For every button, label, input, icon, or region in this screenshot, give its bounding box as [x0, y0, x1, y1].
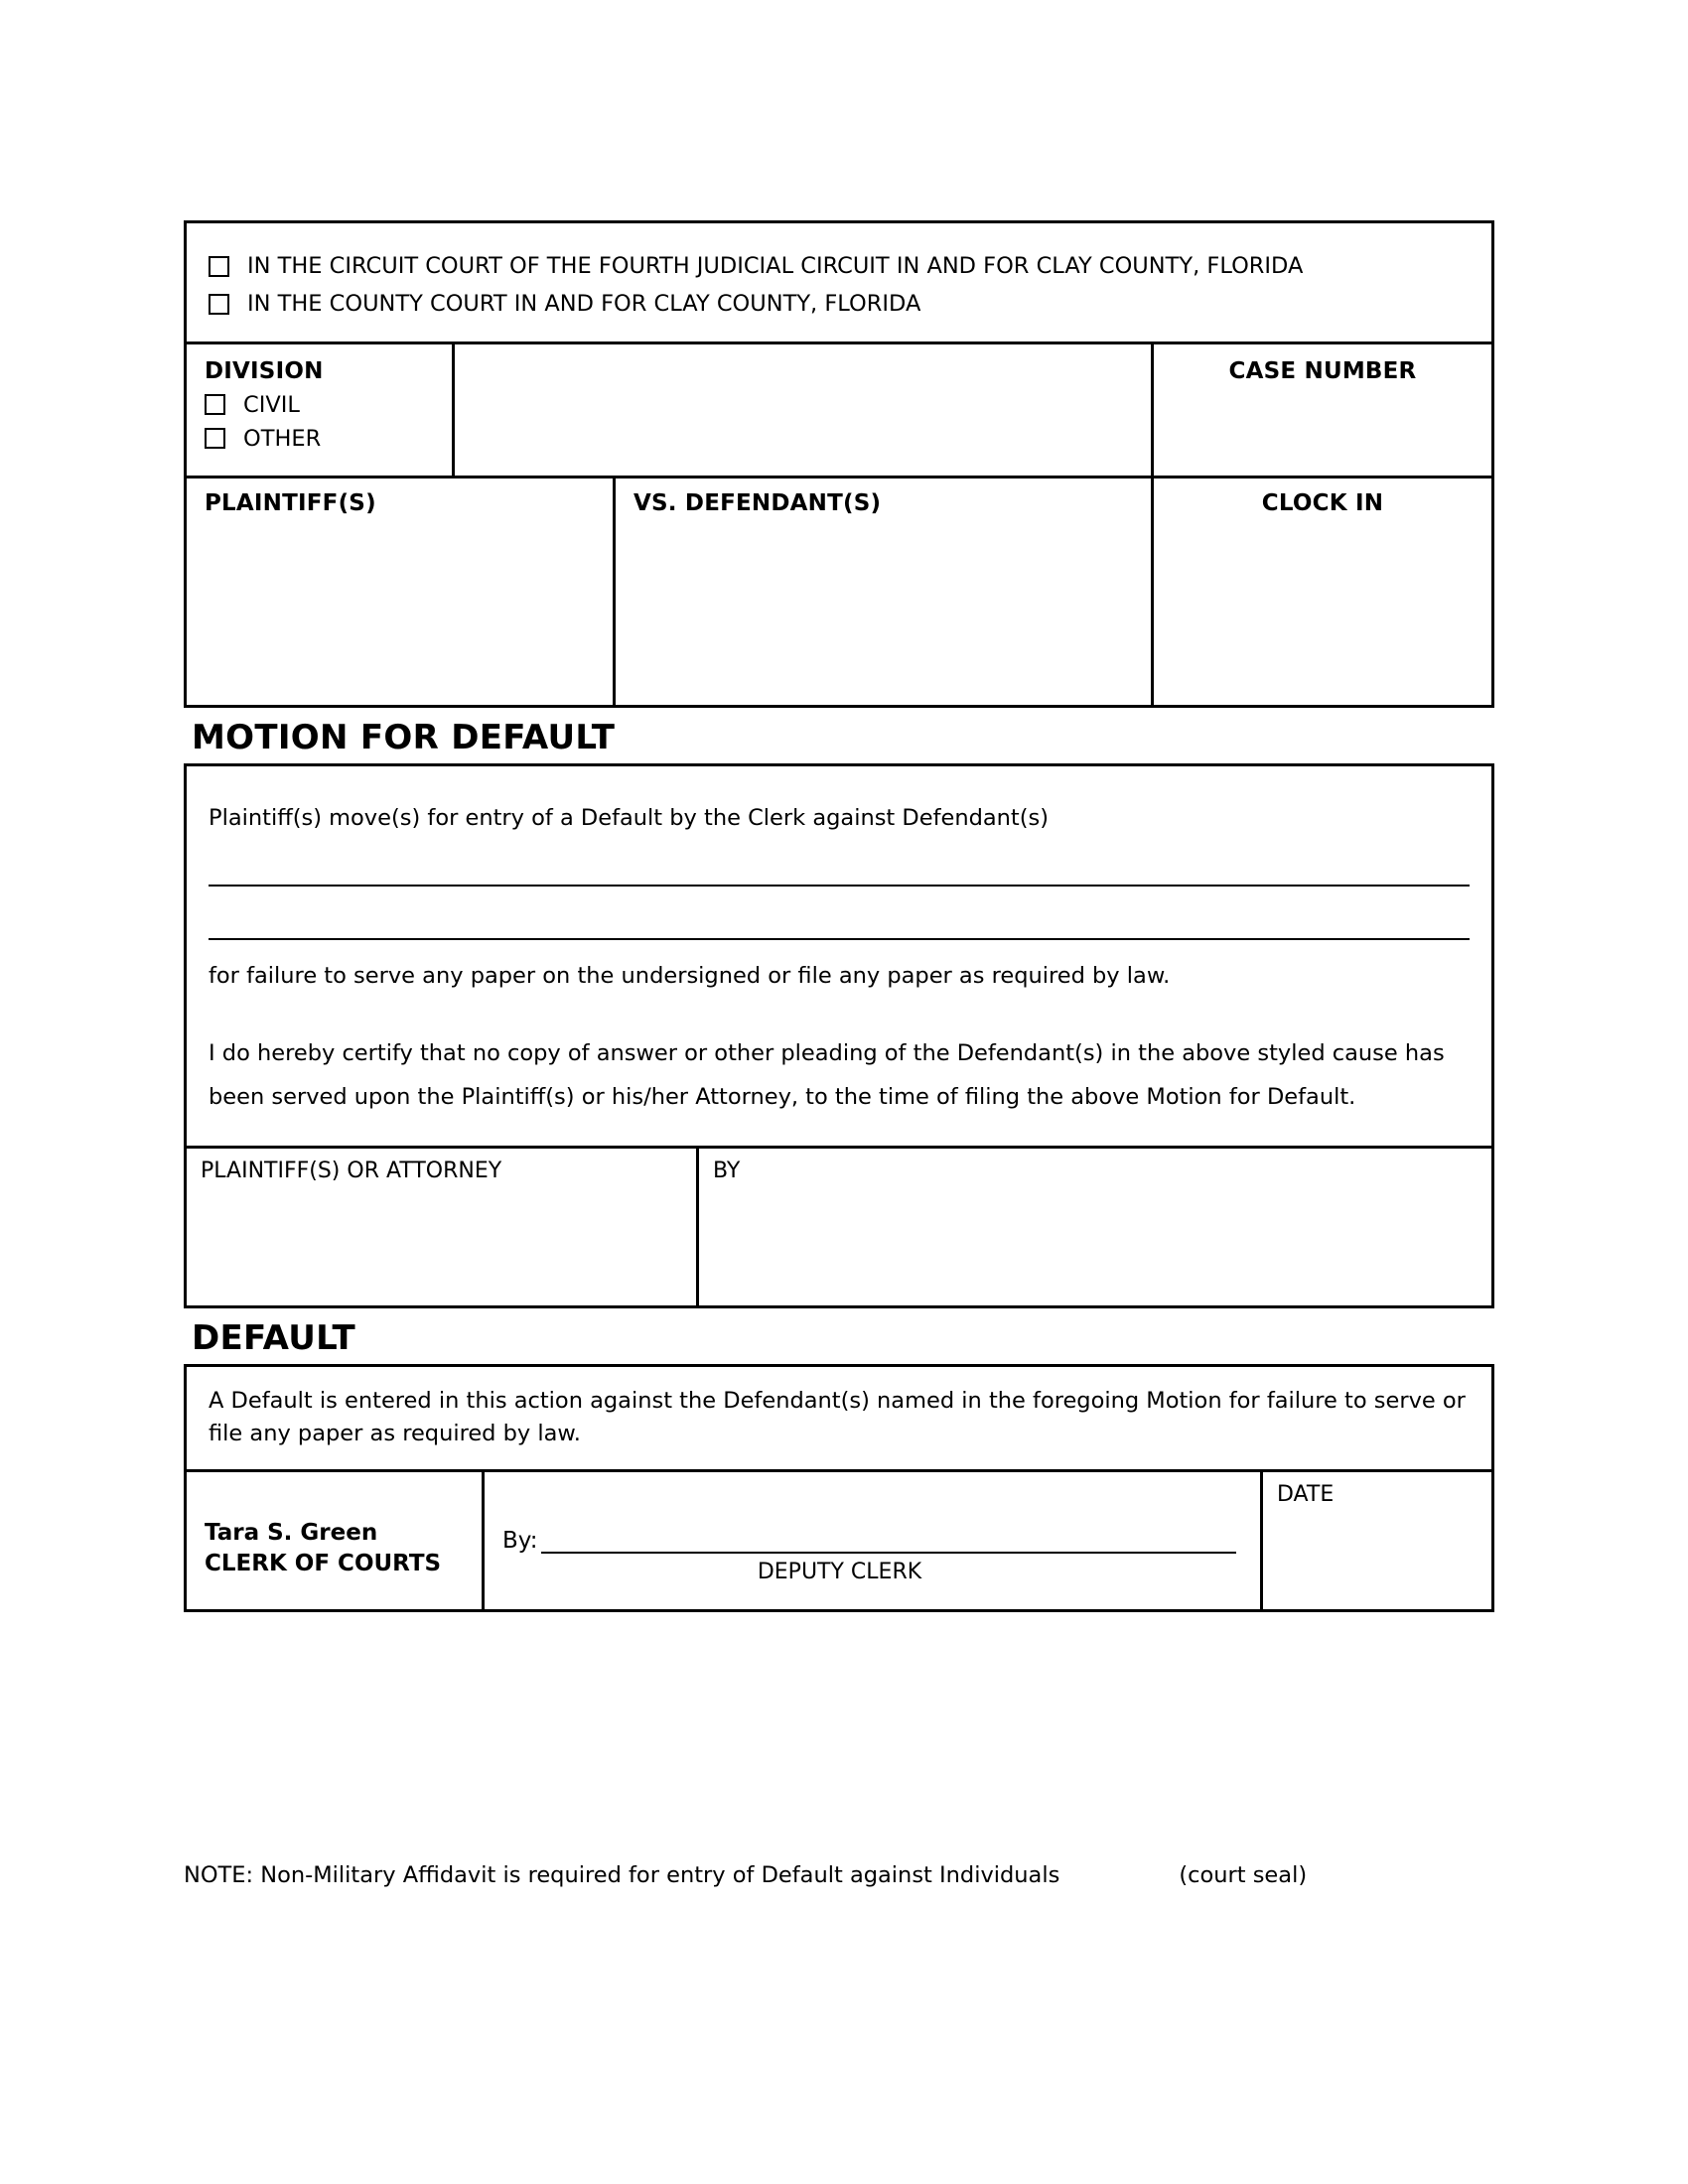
deputy-signature-rule[interactable]	[541, 1528, 1236, 1554]
court-option-county-label: IN THE COUNTY COURT IN AND FOR CLAY COUNTY, FLORIDA	[247, 291, 921, 318]
court-option-county[interactable]	[209, 289, 1470, 319]
division-option-civil[interactable]	[205, 392, 434, 418]
motion-body	[187, 766, 1491, 1149]
default-block	[184, 1364, 1494, 1612]
deputy-by-label: By:	[502, 1528, 538, 1555]
clerk-title: CLERK OF COURTS	[205, 1551, 442, 1577]
checkbox-icon[interactable]	[205, 428, 225, 449]
defendant-label: VS. DEFENDANT(S)	[633, 489, 882, 516]
clock-in-label: CLOCK IN	[1261, 489, 1384, 516]
motion-section-title: MOTION FOR DEFAULT	[192, 717, 616, 757]
deputy-by-line[interactable]	[502, 1528, 1236, 1554]
by-signature-cell[interactable]	[699, 1149, 1491, 1305]
court-option-circuit[interactable]	[209, 251, 1470, 281]
defendant-cell[interactable]	[616, 478, 1154, 705]
case-number-label: CASE NUMBER	[1228, 357, 1417, 384]
checkbox-icon[interactable]	[209, 294, 229, 315]
form-sheet	[184, 220, 1494, 1612]
division-blank-field[interactable]	[455, 344, 1154, 476]
defendant-write-in-line-2[interactable]	[209, 892, 1470, 940]
default-section-title: DEFAULT	[192, 1318, 355, 1358]
clock-in-cell[interactable]	[1154, 478, 1491, 705]
motion-certification: I do hereby certify that no copy of answer or other pleading of the Defendant(s) in the above styled cause has been served upon the Plaintiff(s) or his/her Attorney, to the time of filing the above Motion for Default.	[209, 1040, 1445, 1111]
date-label: DATE	[1277, 1482, 1335, 1508]
spacer	[209, 940, 1470, 962]
division-option-other[interactable]	[205, 426, 434, 452]
motion-signature-row	[187, 1149, 1491, 1305]
defendant-write-in-line-1[interactable]	[209, 839, 1470, 887]
division-row	[187, 344, 1491, 478]
footer-note: NOTE: Non-Military Affidavit is required for entry of Default against Individuals	[184, 1862, 1060, 1888]
spacer	[209, 991, 1470, 1032]
checkbox-icon[interactable]	[205, 394, 225, 415]
division-option-other-label: OTHER	[243, 425, 322, 452]
case-number-cell[interactable]	[1154, 344, 1491, 476]
division-cell	[187, 344, 455, 476]
plaintiff-attorney-signature-cell[interactable]	[187, 1149, 699, 1305]
deputy-clerk-signature-cell[interactable]	[485, 1472, 1263, 1609]
checkbox-icon[interactable]	[209, 256, 229, 277]
clerk-name: Tara S. Green	[205, 1520, 378, 1547]
court-seal-placeholder: (court seal)	[1179, 1862, 1308, 1888]
date-cell[interactable]	[1263, 1472, 1491, 1609]
deputy-clerk-label: DEPUTY CLERK	[757, 1560, 922, 1585]
plaintiff-attorney-label: PLAINTIFF(S) OR ATTORNEY	[201, 1159, 502, 1183]
parties-row	[187, 478, 1491, 705]
motion-block	[184, 763, 1494, 1308]
by-label: BY	[713, 1159, 741, 1183]
division-label: DIVISION	[205, 357, 324, 384]
division-option-civil-label: CIVIL	[243, 391, 300, 418]
footer-note-row	[184, 1862, 1494, 1888]
clerk-signature-row	[187, 1472, 1491, 1609]
plaintiff-label: PLAINTIFF(S)	[205, 489, 376, 516]
caption-block	[184, 220, 1494, 708]
motion-line-2: for failure to serve any paper on the undersigned or file any paper as required by law.	[209, 963, 1171, 989]
court-selection-group	[187, 223, 1491, 344]
plaintiff-cell[interactable]	[187, 478, 616, 705]
default-statement: A Default is entered in this action against the Defendant(s) named in the foregoing Motion for failure to serve or file any paper as required by law.	[187, 1367, 1491, 1472]
motion-line-1: Plaintiff(s) move(s) for entry of a Default by the Clerk against Defendant(s)	[209, 804, 1050, 831]
court-option-circuit-label: IN THE CIRCUIT COURT OF THE FOURTH JUDICIAL CIRCUIT IN AND FOR CLAY COUNTY, FLORIDA	[247, 253, 1304, 279]
clerk-identity-cell	[187, 1472, 485, 1609]
